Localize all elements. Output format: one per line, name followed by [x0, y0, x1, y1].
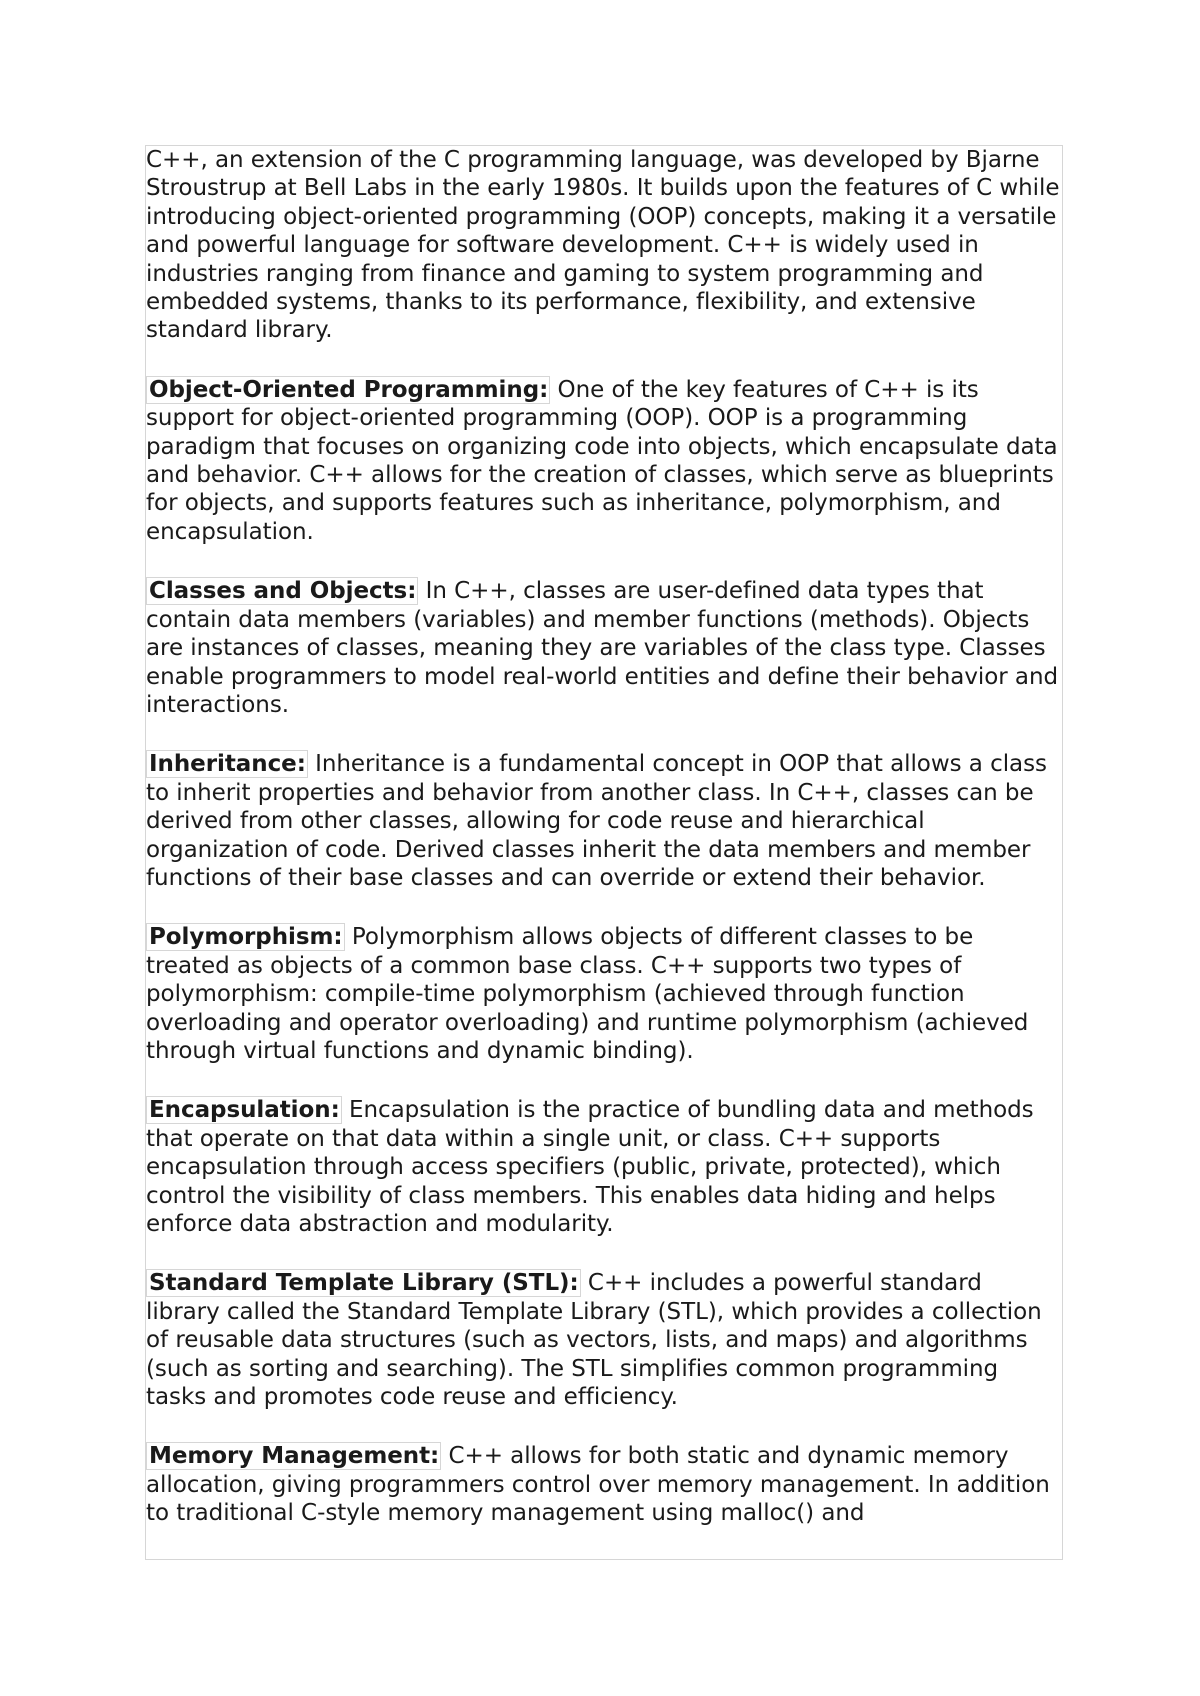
- section-heading: Memory Management:: [146, 1442, 441, 1470]
- section-body: Encapsulation is the practice of bundling data and methods that operate on that data within a single unit, or class. C++ supports encapsulation through access specifiers (public, private, protected), which control the visibility of class members. This enables data hiding and helps enforce data abstraction and modularity.: [146, 1097, 1034, 1237]
- section-polymorphism: [146, 923, 1062, 1065]
- section-body: One of the key features of C++ is its support for object-oriented programming (OOP). OOP is a programming paradigm that focuses on organizing code into objects, which encapsulate data and behavior. C++ allows for the creation of classes, which serve as blueprints for objects, and supports features such as inheritance, polymorphism, and encapsulation.: [146, 376, 1058, 545]
- intro-paragraph: C++, an extension of the C programming language, was developed by Bjarne Stroustrup at Bell Labs in the early 1980s. It builds upon the features of C while introducing object-oriented programming (OOP) concepts, making it a versatile and powerful language for software development. C++ is widely used in industries ranging from finance and gaming to system programming and embedded systems, thanks to its performance, flexibility, and extensive standard library.: [146, 147, 1060, 344]
- section-heading: Object-Oriented Programming:: [146, 376, 550, 404]
- section-body: Inheritance is a fundamental concept in OOP that allows a class to inherit properties and behavior from another class. In C++, classes can be derived from other classes, allowing for code reuse and hierarchical organization of code. Derived classes inherit the data members and member functions of their base classes and can override or extend their behavior.: [146, 751, 1047, 891]
- section-body: Polymorphism allows objects of different classes to be treated as objects of a common base class. C++ supports two types of polymorphism: compile-time polymorphism (achieved through function overloading and operator overloading) and runtime polymorphism (achieved through virtual functions and dynamic binding).: [146, 924, 1029, 1064]
- section-heading: Classes and Objects:: [146, 577, 418, 605]
- section-encapsulation: [146, 1096, 1062, 1238]
- section-heading: Standard Template Library (STL):: [146, 1269, 581, 1297]
- section-stl: [146, 1269, 1062, 1411]
- section-heading: Inheritance:: [146, 750, 308, 778]
- section-body: C++ includes a powerful standard library called the Standard Template Library (STL), which provides a collection of reusable data structures (such as vectors, lists, and maps) and algorithms (such as sorting and searching). The STL simplifies common programming tasks and promotes code reuse and efficiency.: [146, 1270, 1042, 1411]
- section-classes-objects: [146, 577, 1062, 719]
- section-body: In C++, classes are user-defined data types that contain data members (variables) and member functions (methods). Objects are instances of classes, meaning they are variables of the class type. Classes enable programmers to model real-world entities and define their behavior and interactions.: [146, 578, 1059, 718]
- section-oop: [146, 376, 1062, 546]
- section-inheritance: [146, 750, 1062, 892]
- section-heading: Encapsulation:: [146, 1096, 342, 1124]
- section-body: C++ allows for both static and dynamic memory allocation, giving programmers control over memory management. In addition to traditional C-style memory management using malloc() and: [146, 1443, 1050, 1527]
- section-heading: Polymorphism:: [146, 923, 345, 951]
- section-memory-management: [146, 1442, 1062, 1527]
- document-text-box: [145, 145, 1063, 1560]
